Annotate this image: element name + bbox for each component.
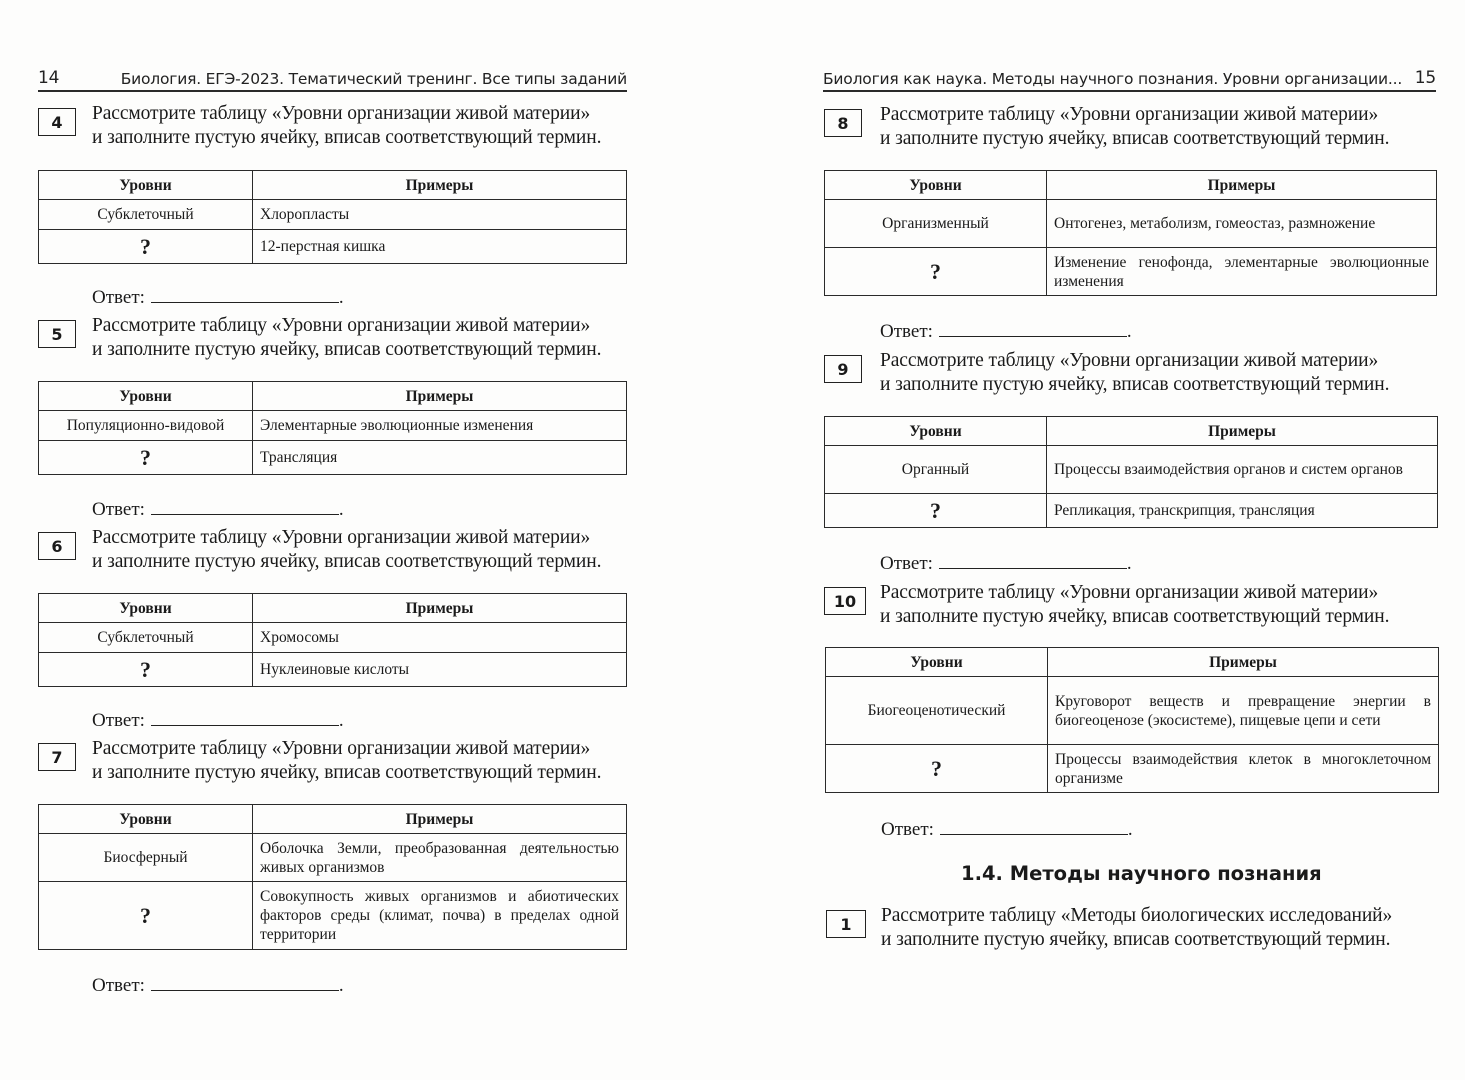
answer-line: Ответ: . <box>881 816 1133 841</box>
left-page <box>0 0 732 1080</box>
task-prompt: Рассмотрите таблицу «Уровни организации живой материи» и заполните пустую ячейку, вписав соответствующий термин. <box>92 315 602 360</box>
task-number-box: 1 <box>826 910 866 938</box>
task-prompt: Рассмотрите таблицу «Уровни организации живой материи» и заполните пустую ячейку, вписав соответствующий термин. <box>92 527 602 572</box>
task-prompt: Рассмотрите таблицу «Уровни организации живой материи» и заполните пустую ячейку, вписав соответствующий термин. <box>92 738 602 783</box>
answer-field[interactable] <box>939 550 1127 569</box>
answer-line: Ответ: . <box>92 284 344 309</box>
answer-line: Ответ: . <box>92 972 344 997</box>
answer-field[interactable] <box>940 816 1128 835</box>
empty-cell: ? <box>39 882 253 950</box>
empty-cell: ? <box>39 653 253 687</box>
empty-cell: ? <box>825 248 1047 296</box>
answer-field[interactable] <box>151 972 339 991</box>
task-number-box: 4 <box>38 108 76 136</box>
running-header <box>38 62 627 92</box>
answer-field[interactable] <box>151 284 339 303</box>
task-number-box: 7 <box>38 743 76 771</box>
answer-line: Ответ: . <box>880 318 1132 343</box>
levels-table: Уровни Примеры Органный Процессы взаимодействия органов и систем органов ? Репликация, транскрипция, трансляция <box>824 416 1438 528</box>
running-title: Биология. ЕГЭ-2023. Тематический тренинг. Все типы заданий <box>120 70 627 88</box>
task-prompt: Рассмотрите таблицу «Уровни организации живой материи» и заполните пустую ячейку, вписав соответствующий термин. <box>880 582 1390 627</box>
task-number-box: 10 <box>824 587 866 615</box>
running-title: Биология как наука. Методы научного познания. Уровни организации... <box>823 70 1403 88</box>
task-number-box: 5 <box>38 320 76 348</box>
page-number: 15 <box>1414 68 1436 88</box>
task-number-box: 6 <box>38 532 76 560</box>
levels-table: Уровни Примеры Биогеоценотический Круговорот веществ и превращение энергии в биогеоценозе (экосистеме), пищевые цепи и сети ? Процессы взаимодействия клеток в многоклеточном организме <box>825 647 1439 793</box>
page-number: 14 <box>38 68 60 88</box>
answer-field[interactable] <box>151 707 339 726</box>
answer-line: Ответ: . <box>880 550 1132 575</box>
empty-cell: ? <box>39 230 253 264</box>
answer-line: Ответ: . <box>92 496 344 521</box>
right-page <box>732 0 1465 1080</box>
levels-table: Уровни Примеры Биосферный Оболочка Земли, преобразованная деятельностью живых организмов ? Совокупность живых организмов и абиотических факторов среды (климат, почва) в пределах одной территории <box>38 804 627 950</box>
task-number-box: 8 <box>824 109 862 137</box>
task-prompt: Рассмотрите таблицу «Уровни организации живой материи» и заполните пустую ячейку, вписав соответствующий термин. <box>880 350 1390 395</box>
levels-table: Уровни Примеры Популяционно-видовой Элементарные эволюционные изменения ? Трансляция <box>38 381 627 475</box>
empty-cell: ? <box>825 494 1047 528</box>
empty-cell: ? <box>39 441 253 475</box>
answer-line: Ответ: . <box>92 707 344 732</box>
levels-table: Уровни Примеры Субклеточный Хромосомы ? Нуклеиновые кислоты <box>38 593 627 687</box>
empty-cell: ? <box>826 745 1048 793</box>
running-header <box>823 62 1436 92</box>
task-prompt: Рассмотрите таблицу «Методы биологических исследований» и заполните пустую ячейку, вписав соответствующий термин. <box>881 905 1393 950</box>
answer-field[interactable] <box>151 496 339 515</box>
task-number-box: 9 <box>824 355 862 383</box>
answer-field[interactable] <box>939 318 1127 337</box>
section-heading: 1.4. Методы научного познания <box>961 862 1322 885</box>
task-prompt: Рассмотрите таблицу «Уровни организации живой материи» и заполните пустую ячейку, вписав соответствующий термин. <box>92 103 602 148</box>
levels-table: Уровни Примеры Организменный Онтогенез, метаболизм, гомеостаз, размножение ? Изменение генофонда, элементарные эволюционные изменения <box>824 170 1437 296</box>
levels-table: Уровни Примеры Субклеточный Хлоропласты ? 12-перстная кишка <box>38 170 627 264</box>
task-prompt: Рассмотрите таблицу «Уровни организации живой материи» и заполните пустую ячейку, вписав соответствующий термин. <box>880 104 1390 149</box>
